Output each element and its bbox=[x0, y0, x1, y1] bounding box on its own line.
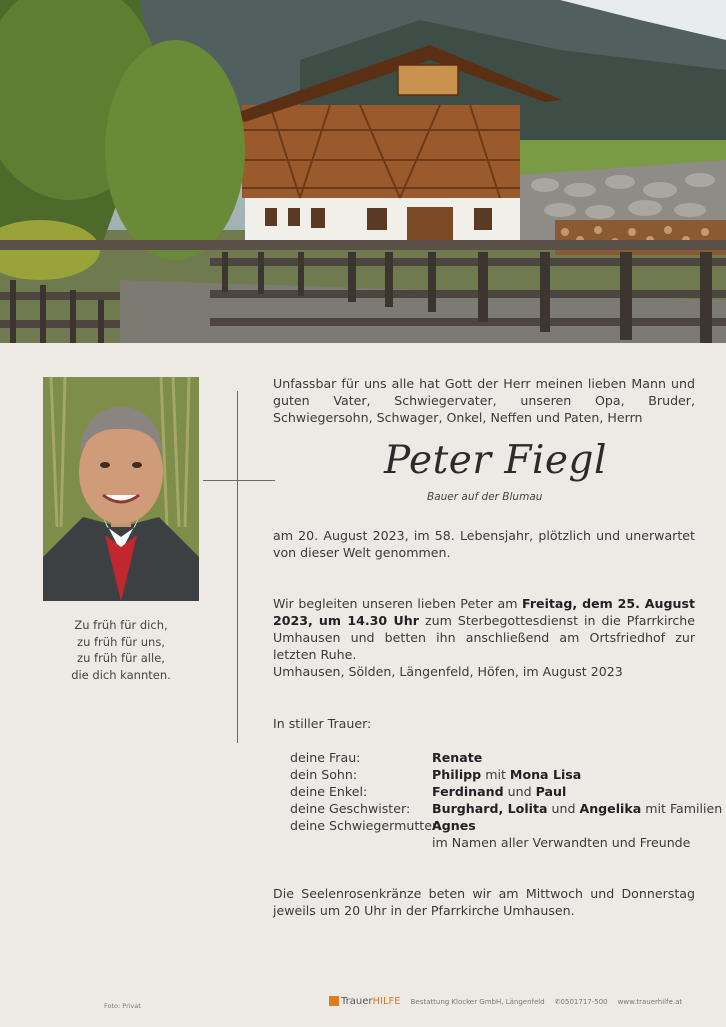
intro-text: Unfassbar für uns alle hat Gott der Herr meinen lieben Mann und guten Vater, Schwiegervater, unseren Opa, Bruder, Schwiegersohn, Schwager, Onkel, Neffen und Paten, Herrn bbox=[273, 376, 695, 425]
mourner-names bbox=[432, 783, 566, 800]
photo-credit: Foto: Privat bbox=[104, 1002, 141, 1010]
service-pre: Wir begleiten unseren lieben Peter am bbox=[273, 596, 523, 611]
deceased-subtitle: Bauer auf der Blumau bbox=[427, 491, 543, 503]
mourner-name: Mona Lisa bbox=[509, 767, 582, 782]
mourner-connector: und bbox=[503, 784, 536, 799]
mourner-connector: im Namen aller Verwandten und Freunde bbox=[432, 835, 691, 850]
deceased-name: Peter Fiegl bbox=[384, 438, 607, 483]
mourner-name: Agnes bbox=[432, 818, 476, 833]
brand-part-b: HILFE bbox=[372, 996, 401, 1007]
mourner-name: Burghard, Lolita bbox=[432, 801, 548, 816]
mourner-relation: deine Enkel: bbox=[290, 784, 368, 799]
mourner-connector: und bbox=[547, 801, 580, 816]
service-post: zum Sterbegottesdienst in die Pfarrkirche Umhausen und betten ihn anschließend am Ortsfriedhof zur letzten Ruhe. bbox=[273, 613, 695, 662]
memorial-verse bbox=[43, 617, 199, 683]
cross-horizontal-line bbox=[203, 480, 275, 481]
funeral-service-text bbox=[273, 595, 695, 663]
rosary-text: Die Seelenrosenkränze beten wir am Mittwoch und Donnerstag jeweils um 20 Uhr in der Pfarrkirche Umhausen. bbox=[273, 886, 695, 918]
footer-company: Bestattung Klocker GmbH, Längenfeld bbox=[410, 998, 545, 1006]
mourner-relation: deine Geschwister: bbox=[290, 801, 411, 816]
brand-part-a: Trauer bbox=[341, 996, 373, 1007]
mourner-names bbox=[432, 817, 476, 834]
mourner-names bbox=[432, 800, 722, 817]
footer bbox=[329, 996, 682, 1007]
portrait-photo bbox=[43, 377, 199, 601]
footer-phone: ✆0501717-500 bbox=[554, 998, 608, 1006]
mourner-relation: dein Sohn: bbox=[290, 767, 358, 782]
mourner-names bbox=[432, 766, 581, 783]
places-date-line: Umhausen, Sölden, Längenfeld, Höfen, im August 2023 bbox=[273, 664, 623, 679]
verse-line: zu früh für alle, bbox=[77, 651, 165, 665]
cross-vertical-line bbox=[237, 391, 238, 743]
mourner-names bbox=[432, 834, 690, 851]
mourner-name: Paul bbox=[535, 784, 567, 799]
footer-brand bbox=[341, 996, 401, 1007]
mourner-connector: mit bbox=[481, 767, 510, 782]
verse-line: zu früh für uns, bbox=[77, 634, 165, 649]
verse-line: Zu früh für dich, bbox=[74, 618, 168, 632]
silent-mourning-heading: In stiller Trauer: bbox=[273, 716, 372, 731]
mourner-name: Angelika bbox=[579, 801, 642, 816]
verse-line: die dich kannten. bbox=[71, 667, 171, 682]
footer-web[interactable]: www.trauerhilfe.at bbox=[617, 998, 683, 1006]
trauerhilfe-logo-icon bbox=[329, 996, 339, 1006]
mourner-name: Ferdinand bbox=[432, 784, 504, 799]
service-time: um 14.30 Uhr bbox=[318, 613, 419, 628]
mourner-relation: deine Frau: bbox=[290, 750, 361, 765]
mourner-connector: mit Familien bbox=[641, 801, 723, 816]
mourner-names bbox=[432, 749, 482, 766]
mourner-name: Philipp bbox=[432, 767, 482, 782]
mourner-name: Renate bbox=[432, 750, 483, 765]
mourner-relation: deine Schwiegermutter: bbox=[290, 818, 442, 833]
service-date: Freitag, dem 25. August 2023, bbox=[273, 596, 695, 628]
header-photo bbox=[0, 0, 726, 343]
death-notice-text: am 20. August 2023, im 58. Lebensjahr, plötzlich und unerwartet von dieser Welt genommen. bbox=[273, 528, 695, 560]
